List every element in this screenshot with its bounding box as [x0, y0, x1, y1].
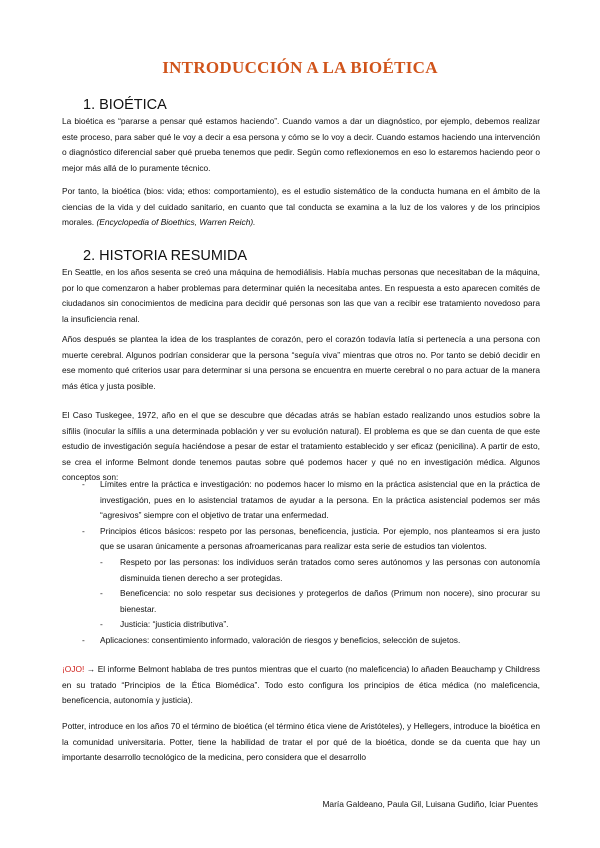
list-item-text: Aplicaciones: consentimiento informado, valoración de riesgos y beneficios, selección de sujetos.: [100, 634, 461, 645]
paragraph-tuskegee: El Caso Tuskegee, 1972, año en el que se descubre que décadas atrás se habían estado realizando unos estudios sobre la sífilis (inocular la sífilis a una determinada población y ver su evolución natural). El problema es que se dan cuenta de que este estudio de investigación seguía haciéndose a pesar de estar el tratamiento establecido y ser eficaz (penicilina). A partir de esto, se crea el informe Belmont donde tenemos pautas sobre qué podemos hacer y qué no en investigación médica. Algunos conceptos son:: [62, 410, 540, 483]
list-item-text: Principios éticos básicos: respeto por las personas, beneficencia, justicia. Por ejemplo, nos planteamos si era justo que se usaran únicamente a personas afroamericanas para realizar esta serie de estudios tan violentos.: [100, 525, 540, 552]
list-item: [62, 477, 540, 524]
belmont-concepts-list: [62, 477, 540, 649]
paragraph-bioetica-formal: [62, 184, 540, 231]
sublist-item: [100, 617, 540, 633]
document-title: INTRODUCCIÓN A LA BIOÉTICA: [162, 58, 438, 77]
list-item: [62, 524, 540, 633]
paragraph-trasplantes: Años después se plantea la idea de los trasplantes de corazón, pero el corazón todavía latía si pertenecía a una persona con muerte cerebral. Algunos podrían considerar que la persona “seguía viva” mientras que otros no. Por tanto se debió decidir en ese momento qué criterios usar para determinar si una persona se encuentra en muerte cerebral o no para actuar de la manera más ética y justa posible.: [62, 334, 540, 391]
sublist-item-text: Beneficencia: no solo respetar sus decisiones y protegerlos de daños (Primum non nocere), sino procurar su bienestar.: [120, 588, 540, 614]
section-heading-historia: 2. HISTORIA RESUMIDA: [83, 248, 248, 264]
paragraph-bioetica-definition: La bioética es “pararse a pensar qué estamos haciendo”. Cuando vamos a dar un diagnóstico, por ejemplo, debemos realizar este proceso, para saber qué le voy a decir a esa persona y cómo se lo voy a decir. Cuando estamos haciendo una intervención o diagnóstico diferencial saber qué prueba tenemos que pedir. Según como reflexionemos en eso lo estaremos haciendo peor o mejor más allá de lo puramente técnico.: [62, 116, 540, 173]
sublist-item: [100, 586, 540, 617]
footer-authors: María Galdeano, Paula Gil, Luisana Gudiño, Iciar Puentes: [322, 799, 538, 809]
principles-sublist: [100, 555, 540, 633]
sublist-item-text: Respeto por las personas: los individuos serán tratados como seres autónomos y las personas con autonomía disminuida tienen derecho a ser protegidas.: [120, 556, 540, 583]
list-item-text: Límites entre la práctica e investigación: no podemos hacer lo mismo en la práctica asistencial que en la práctica de investigación, pues en lo asistencial tratamos de ayudar a la persona. En la práctica asistencial podemos ser más “agresivos” siempre con el objetivo de tratar una enfermedad.: [100, 479, 540, 521]
paragraph-seattle: En Seattle, en los años sesenta se creó una máquina de hemodiálisis. Había muchas personas que necesitaban de la máquina, por lo que comenzaron a haber problemas para determinar quién la necesitaba antes. En respuesta a esto aparecen comités de ciudadanos sin conocimientos de medicina para decidir qué personas son las que van a recibir ese tratamiento novedoso para la insuficiencia renal.: [62, 267, 540, 324]
paragraph-text: → El informe Belmont hablaba de tres puntos mientras que el cuarto (no maleficencia) lo añaden Beauchamp y Childress en su tratado “Principios de la Ética Biomédica”. Todo esto configura los principios de ética médica (no maleficencia, beneficencia, autonomía y justicia).: [62, 664, 540, 706]
sublist-item-text: Justicia: “justicia distributiva”.: [120, 619, 229, 630]
paragraph-text: Por tanto, la bioética (bios: vida; ethos: comportamiento), es el estudio sistemático de la conducta humana en el ámbito de la ciencias de la vida y del cuidado sanitario, en cuanto que tal conducta se examina a la luz de los valores y de los principios morales.: [62, 186, 540, 228]
paragraph-ojo-note: [62, 662, 540, 709]
ojo-label: ¡OJO!: [62, 664, 85, 674]
list-item: [62, 633, 540, 649]
paragraph-potter: Potter, introduce en los años 70 el término de bioética (el término ética viene de Aristóteles), y Hellegers, introduce la bioética en la comunidad universitaria. Potter, tiene la habilidad de tratar el por qué de la bioética, donde se da cuenta que hay un importante desarrollo tecnológico de la medicina, pero considera que el desarrollo: [62, 721, 540, 763]
sublist-item: [100, 555, 540, 586]
citation: (Encyclopedia of Bioethics, Warren Reich).: [96, 217, 256, 228]
section-heading-bioetica: 1. BIOÉTICA: [83, 97, 167, 113]
